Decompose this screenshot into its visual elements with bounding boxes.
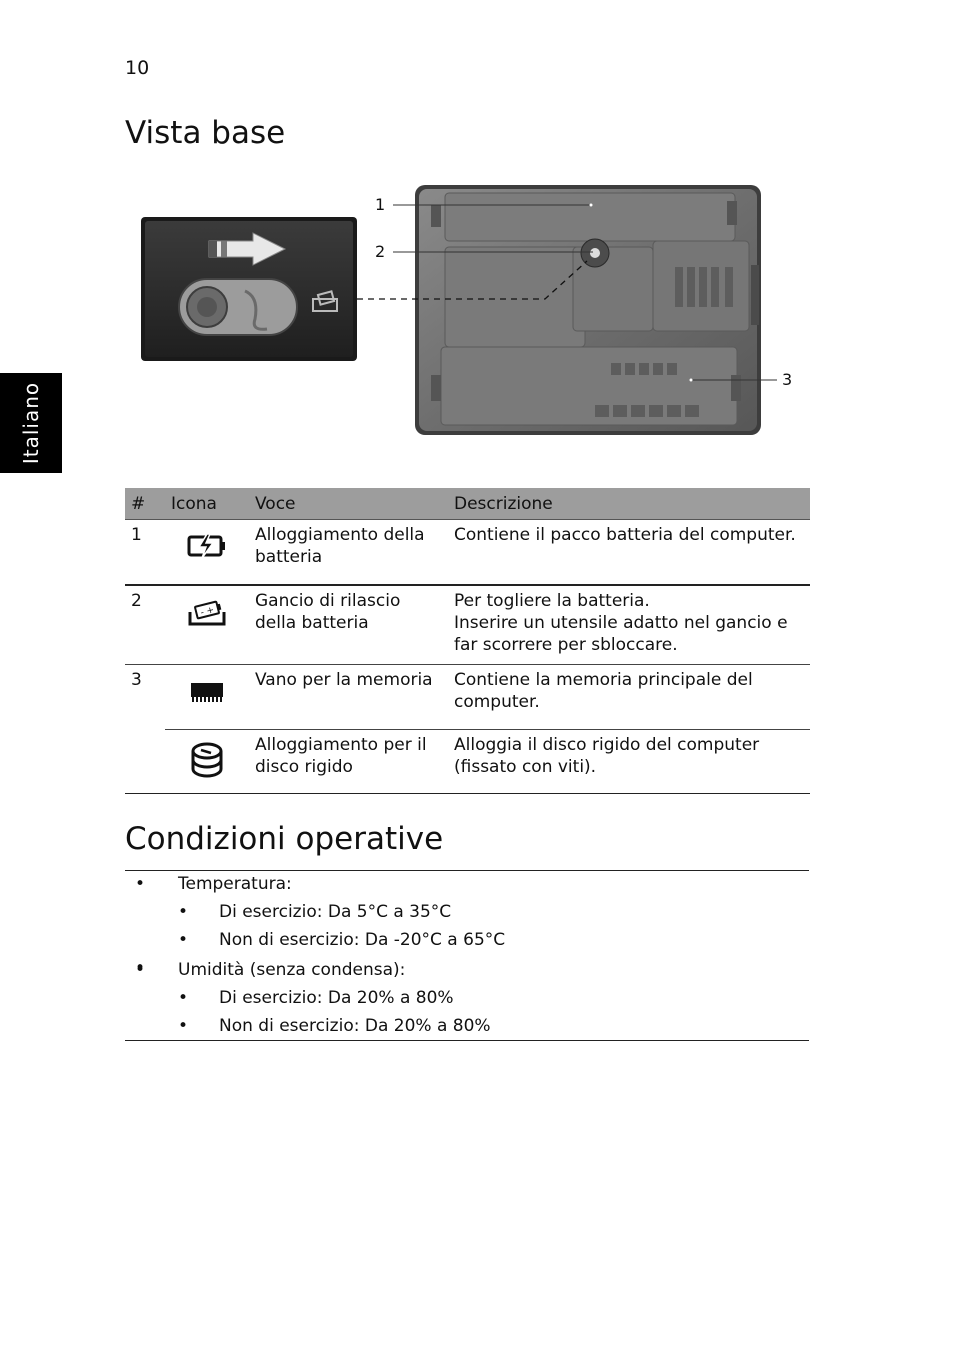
list-item <box>125 956 809 1040</box>
row-description-line: Alloggia il disco rigido del computer (fissato con viti). <box>454 735 760 777</box>
row-description <box>448 585 810 665</box>
row-icon-cell <box>165 665 249 730</box>
row-item: Gancio di rilascio della batteria <box>249 585 448 665</box>
page-number: 10 <box>125 57 150 79</box>
table-row <box>125 585 810 665</box>
table-row <box>125 665 810 730</box>
memory-icon <box>187 677 227 705</box>
row-description <box>448 520 810 586</box>
header-item: Voce <box>249 488 448 520</box>
condition-label: Umidità (senza condensa): <box>178 960 406 980</box>
header-number: # <box>125 488 165 520</box>
row-item: Vano per la memoria <box>249 665 448 730</box>
list-item: • Di esercizio: Da 20% a 80% <box>178 984 809 1012</box>
list-item <box>125 870 809 954</box>
latch-zoom-inset <box>141 217 357 361</box>
row-description-line: Contiene il pacco batteria del computer. <box>454 525 796 545</box>
row-item: Alloggiamento della batteria <box>249 520 448 586</box>
row-description-line: Per togliere la batteria. <box>454 591 650 611</box>
section-title-condizioni-operative: Condizioni operative <box>125 821 444 857</box>
section-bottom-rule <box>125 1040 809 1041</box>
list-item: • Non di esercizio: Da 20% a 80% <box>178 1012 809 1040</box>
laptop-bottom-view-figure <box>125 175 810 445</box>
list-item: • Non di esercizio: Da -20°C a 65°C <box>178 926 809 954</box>
laptop-bottom-illustration <box>125 175 810 445</box>
row-description-line: Contiene la memoria principale del computer. <box>454 670 753 712</box>
laptop-body <box>415 185 761 435</box>
condition-label: Temperatura: <box>178 874 292 894</box>
row-icon-cell <box>165 585 249 665</box>
row-description <box>448 665 810 730</box>
table-row <box>125 730 810 794</box>
row-description-line: Inserire un utensile adatto nel gancio e far scorrere per sbloccare. <box>454 613 788 655</box>
table-header-row <box>125 488 810 520</box>
hard-disk-icon <box>187 742 227 778</box>
language-tab <box>0 373 62 473</box>
language-tab-label: Italiano <box>19 381 43 465</box>
callout-3: 3 <box>782 370 793 389</box>
base-components-table <box>125 488 810 794</box>
row-number <box>125 730 165 794</box>
row-number: 2 <box>125 585 165 665</box>
callout-1: 1 <box>375 195 386 214</box>
callout-2: 2 <box>375 242 386 261</box>
header-description: Descrizione <box>448 488 810 520</box>
row-description <box>448 730 810 794</box>
list-item: • Di esercizio: Da 5°C a 35°C <box>178 898 809 926</box>
operating-conditions-list <box>125 870 809 1040</box>
row-number: 3 <box>131 670 142 690</box>
table-row <box>125 520 810 586</box>
svg-text:- +: - + <box>199 605 216 619</box>
battery-icon <box>187 532 227 560</box>
row-number: 1 <box>125 520 165 586</box>
row-icon-cell <box>165 520 249 586</box>
battery-release-latch-icon <box>187 598 227 628</box>
row-item: Alloggiamento per il disco rigido <box>249 730 448 794</box>
section-title-vista-base: Vista base <box>125 115 286 151</box>
header-icon: Icona <box>165 488 249 520</box>
row-icon-cell <box>165 730 249 794</box>
